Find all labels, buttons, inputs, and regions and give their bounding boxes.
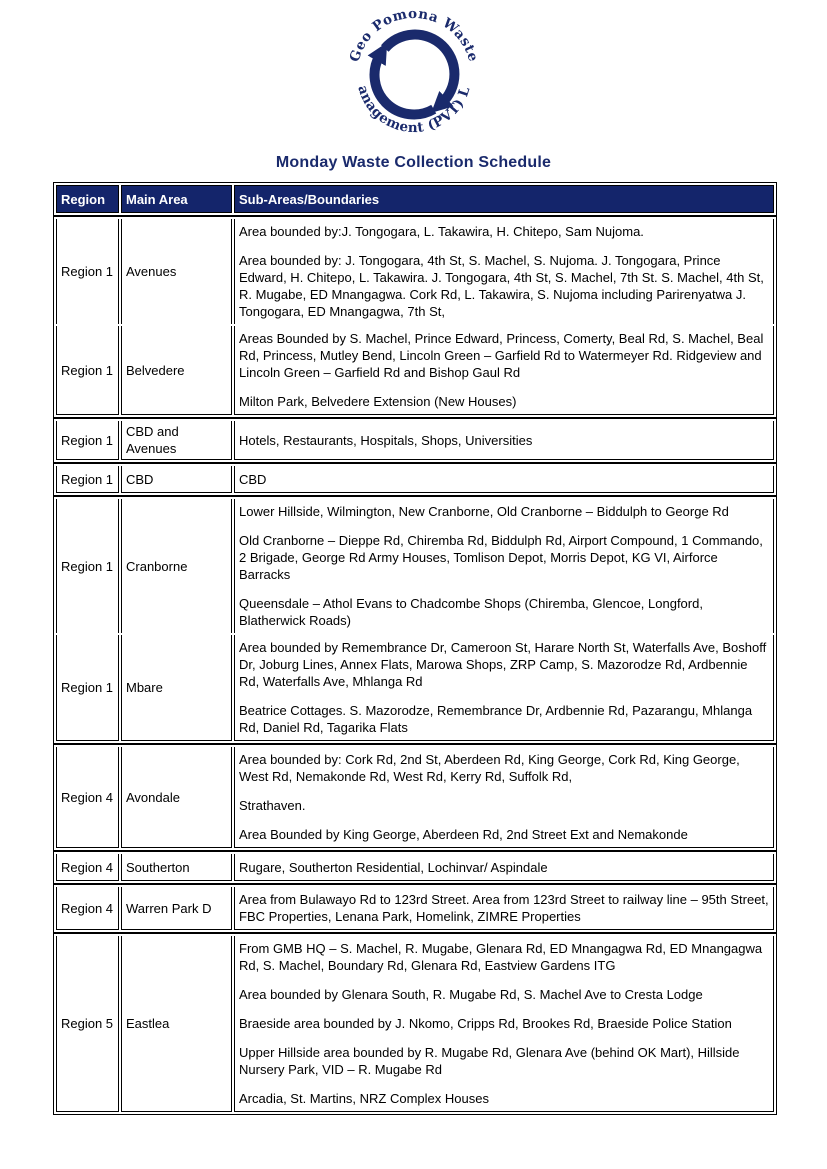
sub-area-paragraph: CBD xyxy=(239,471,267,487)
page-title: Monday Waste Collection Schedule xyxy=(275,154,552,171)
main-area-cell: CBD and Avenues xyxy=(121,421,232,460)
sub-area-paragraph: Rugare, Southerton Residential, Lochinvar/ Aspindale xyxy=(239,859,548,875)
region-cell: Region 1 xyxy=(56,421,119,460)
sub-areas-cell xyxy=(234,466,774,493)
sub-area-paragraph: Arcadia, St. Martins, NRZ Complex Houses xyxy=(239,1091,489,1106)
table-row xyxy=(56,466,774,493)
region-cell: Region 4 xyxy=(56,854,119,881)
sub-area-paragraph: Areas Bounded by S. Machel, Prince Edward, Princess, Comerty, Beal Rd, S. Machel, Beal Rd, Princess, Mutley Bend, Lincoln Green – Garfield Rd to Watermeyer Rd. Ridgeview and Lincoln Green – Garfield Rd and Bishop Gaul Rd xyxy=(239,331,764,380)
column-header-sub-areas: Sub-Areas/Boundaries xyxy=(234,185,774,213)
sub-area-paragraph: Upper Hillside area bounded by R. Mugabe Rd, Glenara Ave (behind OK Mart), Hillside Nursery Park, VID – R. Mugabe Rd xyxy=(239,1045,740,1077)
logo-arc-text-bottom: Management (PVT) Ltd xyxy=(353,63,473,137)
sub-areas-cell xyxy=(234,936,774,1112)
sub-area-paragraph: Area Bounded by King George, Aberdeen Rd, 2nd Street Ext and Nemakonde xyxy=(239,827,688,842)
main-area-cell: Mbare xyxy=(121,635,232,741)
region-cell: Region 4 xyxy=(56,747,119,848)
sub-area-paragraph: Area from Bulawayo Rd to 123rd Street. Area from 123rd Street to railway line – 95th Street, FBC Properties, Lenana Park, Homelink, ZIMRE Properties xyxy=(239,892,769,924)
main-area-cell: Southerton xyxy=(121,854,232,881)
sub-area-paragraph: Area bounded by: Cork Rd, 2nd St, Aberdeen Rd, King George, Cork Rd, King George, West Rd, Nemakonde Rd, West Rd, Kerry Rd, Suffolk Rd, xyxy=(239,752,740,784)
sub-area-paragraph: Area bounded by Remembrance Dr, Cameroon St, Harare North St, Waterfalls Ave, Boshoff Dr, Joburg Lines, Annex Flats, Marowa Shops, ZRP Camp, S. Mazorodze Rd, Ardbennie Rd, Waterfalls Ave, Mhlanga Rd xyxy=(239,640,767,689)
sub-area-paragraph: Area bounded by:J. Tongogara, L. Takawira, H. Chitepo, Sam Nujoma. xyxy=(239,224,644,239)
sub-area-paragraph: Lower Hillside, Wilmington, New Cranborne, Old Cranborne – Biddulph to George Rd xyxy=(239,504,729,519)
table-group xyxy=(53,418,777,463)
table-group xyxy=(53,496,777,744)
schedule-table xyxy=(53,182,777,1115)
sub-areas-cell xyxy=(234,747,774,848)
region-cell: Region 5 xyxy=(56,936,119,1112)
table-row xyxy=(56,219,774,324)
table-group xyxy=(53,884,777,933)
sub-area-paragraph: Milton Park, Belvedere Extension (New Houses) xyxy=(239,394,517,409)
main-area-cell: Belvedere xyxy=(121,326,232,415)
sub-area-paragraph: Hotels, Restaurants, Hospitals, Shops, Universities xyxy=(239,432,533,448)
sub-area-paragraph: Area bounded by: J. Tongogara, 4th St, S. Machel, S. Nujoma. J. Tongogara, Prince Edward, H. Chitepo, L. Takawira. J. Tongogara, 4th St, S. Machel, 7th St. S. Machel, 4th St, R. Mugabe, ED Mnangagwa. Cork Rd, L. Takawira, S. Nujoma including Parirenyatwa J. Tongogara, ED Mnangagwa, 7th St, xyxy=(239,253,764,319)
logo-arc-text-top: Geo Pomona Waste xyxy=(346,6,481,64)
region-cell: Region 1 xyxy=(56,326,119,415)
table-row xyxy=(56,936,774,1112)
table-body-groups xyxy=(53,216,777,1115)
recycle-arrows-icon xyxy=(339,6,489,144)
arrow-arc-bottom xyxy=(374,55,433,114)
sub-areas-cell xyxy=(234,635,774,741)
arrow-arc-top xyxy=(384,35,454,103)
main-area-cell: Avondale xyxy=(121,747,232,848)
table-group xyxy=(53,463,777,496)
sub-areas-cell xyxy=(234,854,774,881)
sub-area-paragraph: Queensdale – Athol Evans to Chadcombe Shops (Chiremba, Glencoe, Longford, Blatherwick Roads) xyxy=(239,596,703,628)
sub-areas-cell xyxy=(234,499,774,633)
main-area-cell: CBD xyxy=(121,466,232,493)
column-header-main-area: Main Area xyxy=(121,185,232,213)
sub-areas-cell xyxy=(234,326,774,415)
main-area-cell: Warren Park D xyxy=(121,887,232,930)
column-header-region: Region xyxy=(56,185,119,213)
table-row xyxy=(56,747,774,848)
main-area-cell: Cranborne xyxy=(121,499,232,633)
region-cell: Region 1 xyxy=(56,499,119,633)
sub-areas-cell xyxy=(234,887,774,930)
table-group xyxy=(53,216,777,418)
sub-area-paragraph: Old Cranborne – Dieppe Rd, Chiremba Rd, Biddulph Rd, Airport Compound, 1 Commando, 2 Brigade, George Rd Army Houses, Tomlison Depot, Morris Depot, KG VI, Airforce Barracks xyxy=(239,533,763,582)
table-row xyxy=(56,887,774,930)
sub-areas-cell xyxy=(234,421,774,460)
sub-area-paragraph: Area bounded by Glenara South, R. Mugabe Rd, S. Machel Ave to Cresta Lodge xyxy=(239,987,703,1002)
table-header-row xyxy=(53,182,777,216)
table-row xyxy=(56,854,774,881)
region-cell: Region 1 xyxy=(56,635,119,741)
table-group xyxy=(53,744,777,851)
region-cell: Region 1 xyxy=(56,219,119,324)
sub-areas-cell xyxy=(234,219,774,324)
table-group xyxy=(53,851,777,884)
table-row xyxy=(56,421,774,460)
sub-area-paragraph: Braeside area bounded by J. Nkomo, Cripps Rd, Brookes Rd, Braeside Police Station xyxy=(239,1016,732,1031)
table-row xyxy=(56,326,774,415)
main-area-cell: Eastlea xyxy=(121,936,232,1112)
sub-area-paragraph: From GMB HQ – S. Machel, R. Mugabe, Glenara Rd, ED Mnangagwa Rd, ED Mnangagwa Rd, S. Machel, Boundary Rd, Glenara Rd, Eastview Gardens ITG xyxy=(239,941,763,973)
table-group xyxy=(53,933,777,1115)
company-logo xyxy=(0,0,827,146)
region-cell: Region 1 xyxy=(56,466,119,493)
sub-area-paragraph: Beatrice Cottages. S. Mazorodze, Remembrance Dr, Ardbennie Rd, Pazarangu, Mhlanga Rd, Daniel Rd, Tagarika Flats xyxy=(239,703,753,735)
table-row xyxy=(56,635,774,741)
sub-area-paragraph: Strathaven. xyxy=(239,798,306,813)
table-row xyxy=(56,499,774,633)
main-area-cell: Avenues xyxy=(121,219,232,324)
region-cell: Region 4 xyxy=(56,887,119,930)
